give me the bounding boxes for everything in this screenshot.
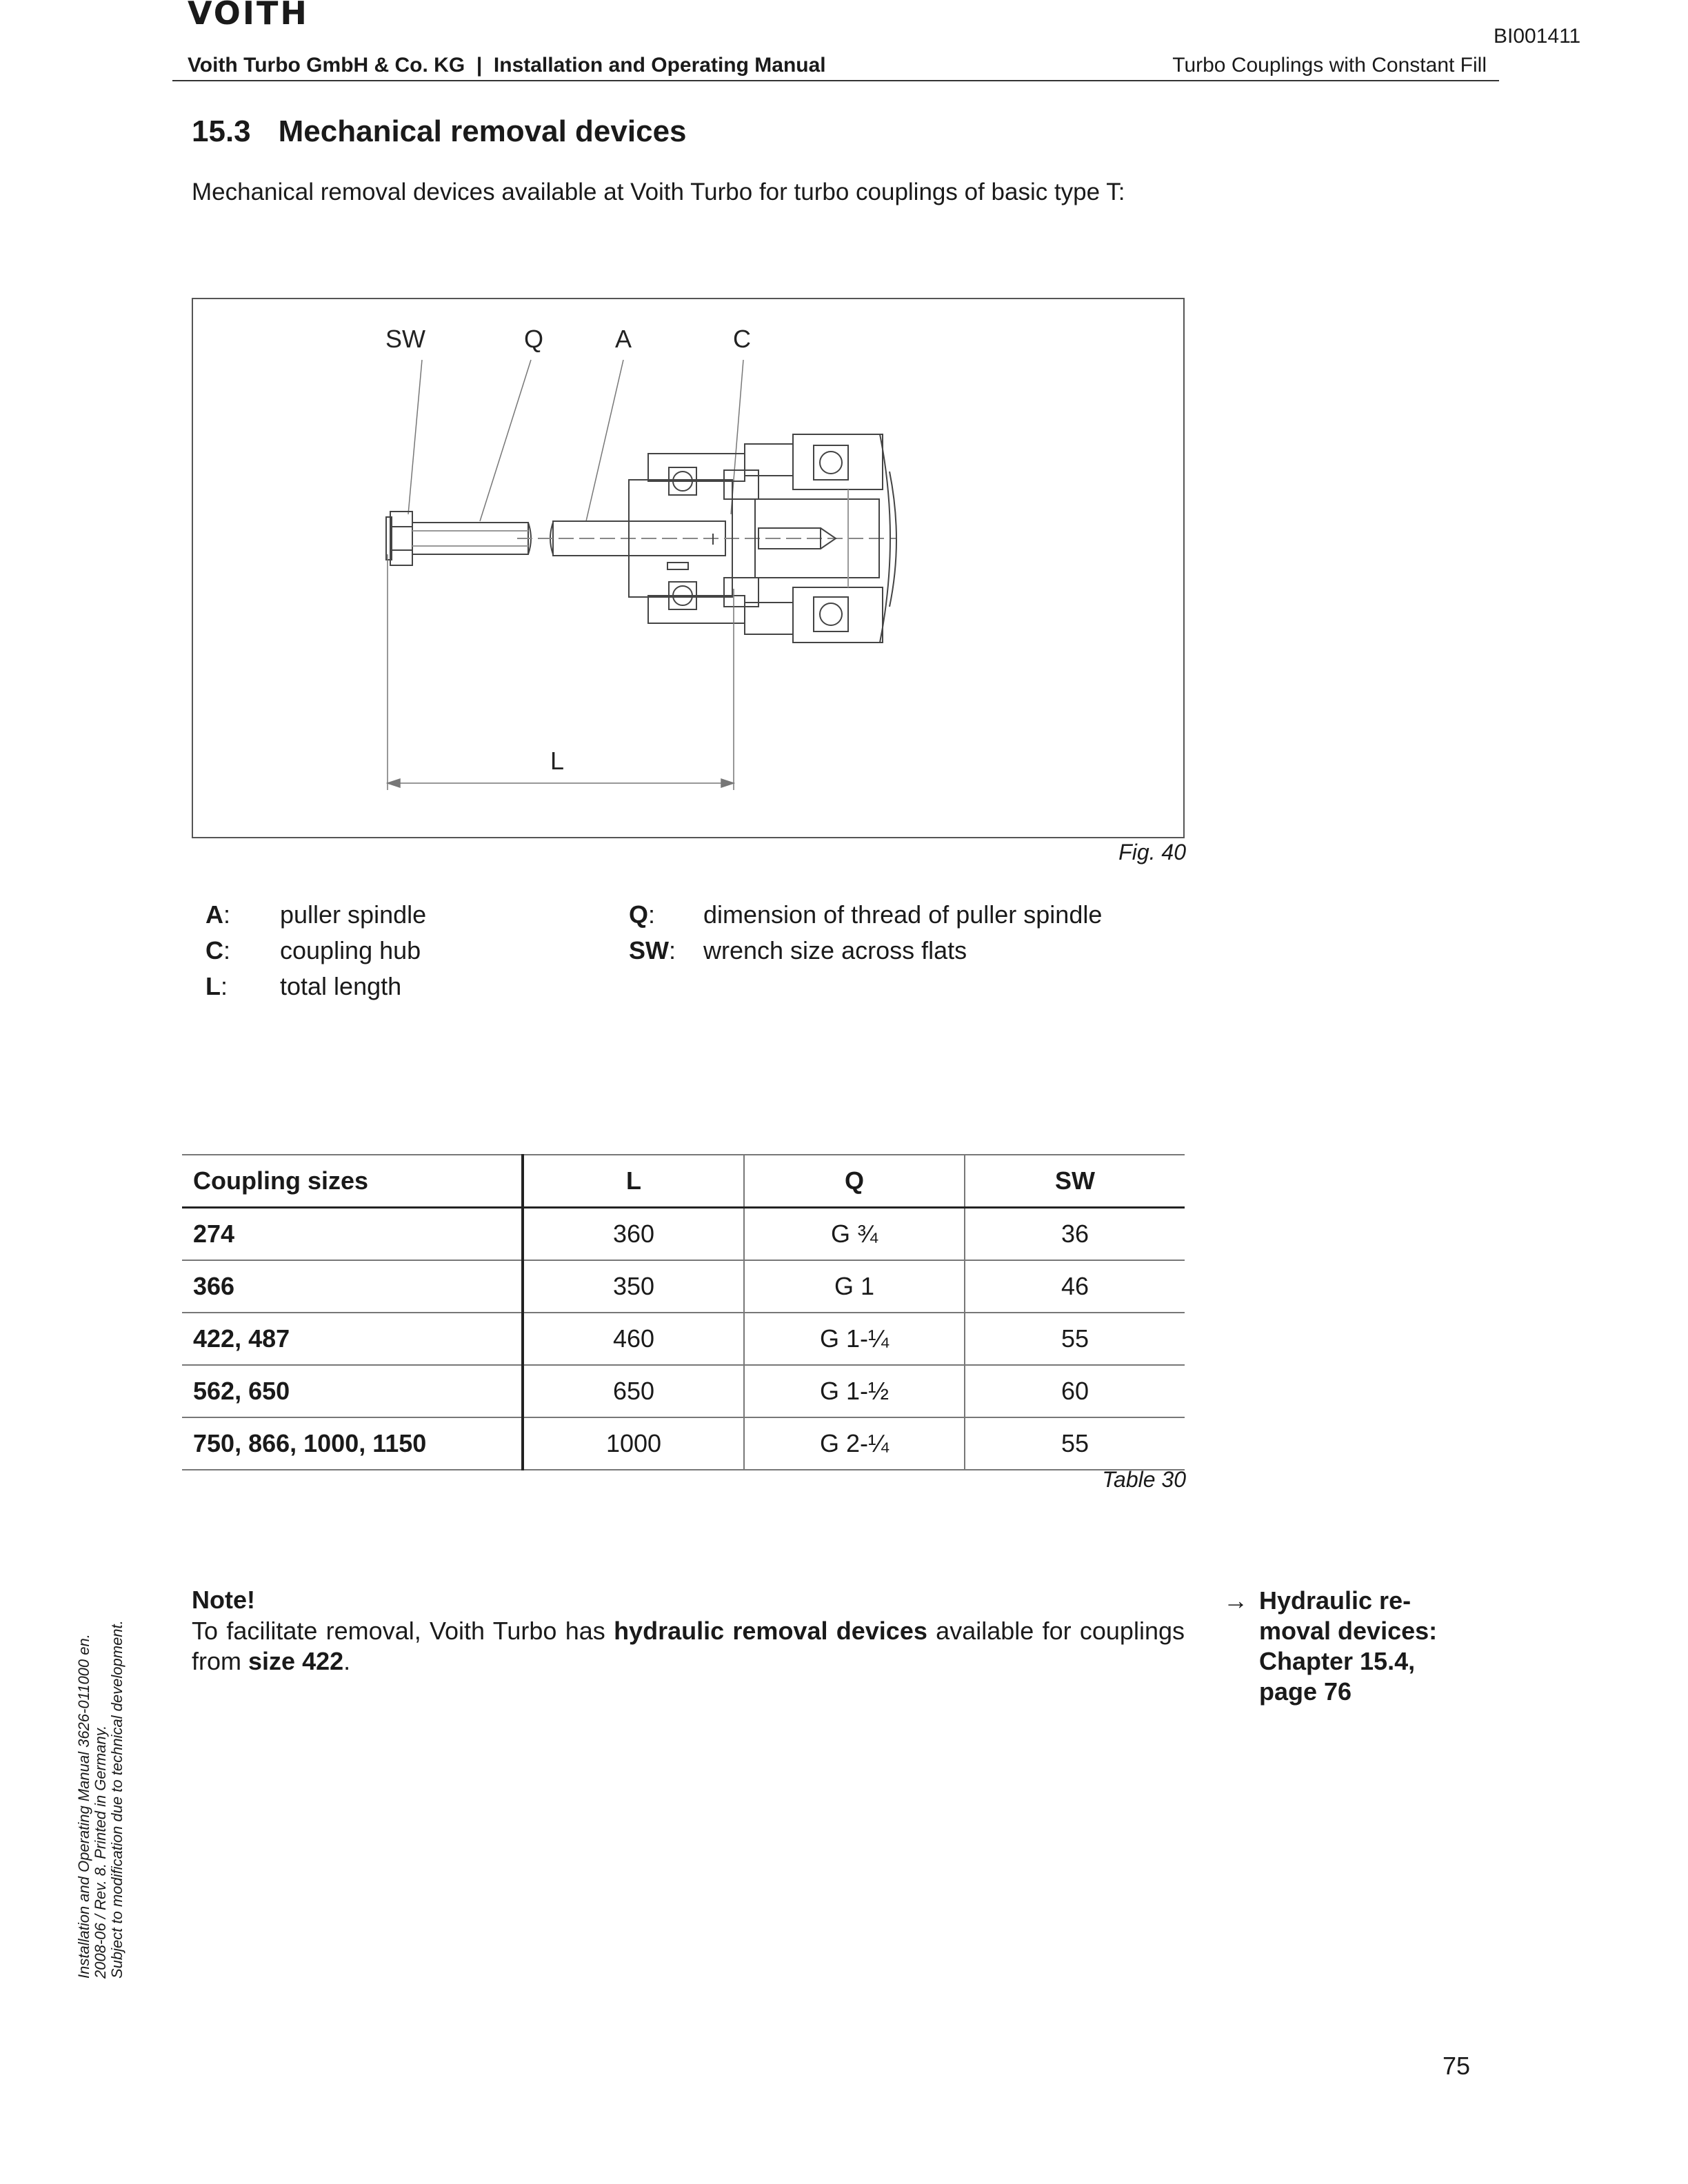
table-caption: Table 30 bbox=[1102, 1467, 1186, 1492]
cell-l: 1000 bbox=[523, 1417, 744, 1470]
legend-key: C bbox=[205, 936, 223, 964]
table-header-row bbox=[182, 1155, 1185, 1208]
legend-text: total length bbox=[280, 972, 402, 1000]
table-row bbox=[182, 1417, 1185, 1470]
hex-nut bbox=[386, 512, 412, 565]
voith-logo: VOITH bbox=[188, 0, 309, 32]
figure-caption: Fig. 40 bbox=[1118, 840, 1186, 865]
leader-lines bbox=[408, 360, 743, 521]
note-emphasis: size 422 bbox=[248, 1647, 344, 1675]
cell-sw: 36 bbox=[965, 1208, 1185, 1261]
threaded-rod bbox=[412, 523, 531, 554]
header-q: Q bbox=[744, 1155, 965, 1208]
legend-item-c: C: coupling hub bbox=[205, 936, 421, 964]
cell-size: 366 bbox=[182, 1260, 523, 1313]
cell-sw: 55 bbox=[965, 1313, 1185, 1365]
cell-l: 460 bbox=[523, 1313, 744, 1365]
section-heading: Mechanical removal devices bbox=[278, 114, 687, 148]
figure-frame bbox=[192, 298, 1185, 838]
legend-text: wrench size across flats bbox=[703, 936, 967, 964]
cell-l: 360 bbox=[523, 1208, 744, 1261]
header-sw: SW bbox=[965, 1155, 1185, 1208]
label-c: C bbox=[733, 325, 751, 353]
page-number: 75 bbox=[1443, 2052, 1471, 2080]
legend-text: dimension of thread of puller spindle bbox=[703, 900, 1103, 929]
label-q: Q bbox=[523, 325, 544, 353]
cell-sw: 46 bbox=[965, 1260, 1185, 1313]
table-row bbox=[182, 1260, 1185, 1313]
note-emphasis: hydraulic removal devices bbox=[614, 1617, 927, 1645]
cell-size: 422, 487 bbox=[182, 1313, 523, 1365]
header-left: Voith Turbo GmbH & Co. KG | Installation and Operating Manual bbox=[188, 54, 826, 77]
cell-sw: 60 bbox=[965, 1365, 1185, 1417]
legend-text: puller spindle bbox=[280, 900, 427, 929]
cell-l: 350 bbox=[523, 1260, 744, 1313]
cross-reference[interactable] bbox=[1223, 1586, 1466, 1707]
puller-spindle bbox=[517, 521, 896, 556]
label-l: L bbox=[550, 747, 565, 775]
label-a: A bbox=[614, 325, 632, 353]
legend-item-sw: SW: wrench size across flats bbox=[629, 936, 967, 964]
cell-size: 274 bbox=[182, 1208, 523, 1261]
cell-sw: 55 bbox=[965, 1417, 1185, 1470]
legend-text: coupling hub bbox=[280, 936, 421, 964]
cell-q: G 2-¼ bbox=[744, 1417, 965, 1470]
cell-size: 750, 866, 1000, 1150 bbox=[182, 1417, 523, 1470]
cell-q: G ¾ bbox=[744, 1208, 965, 1261]
header-rule bbox=[172, 80, 1499, 81]
legend-key: A bbox=[205, 900, 223, 929]
cross-reference-text[interactable]: Hydraulic re- moval devices: Chapter 15.4, page 76 bbox=[1259, 1586, 1438, 1706]
cell-size: 562, 650 bbox=[182, 1365, 523, 1417]
note-body: To facilitate removal, Voith Turbo has hydraulic removal devices available for couplings from size 422. bbox=[192, 1617, 1185, 1675]
cell-l: 650 bbox=[523, 1365, 744, 1417]
legend-key: Q bbox=[629, 900, 649, 929]
edition-sidenote: Installation and Operating Manual 3626-011000 en. 2008-06 / Rev. 8. Printed in Germany. Subject to modification due to technical development. bbox=[75, 1620, 125, 1979]
cell-q: G 1 bbox=[744, 1260, 965, 1313]
table-row bbox=[182, 1365, 1185, 1417]
legend-item-a: A: puller spindle bbox=[205, 900, 427, 929]
document-id: BI001411 bbox=[1494, 25, 1581, 48]
arrow-right-icon: → bbox=[1223, 1586, 1248, 1615]
header-coupling-sizes: Coupling sizes bbox=[182, 1155, 523, 1208]
header-right: Turbo Couplings with Constant Fill bbox=[1172, 54, 1487, 77]
legend-item-l: L: total length bbox=[205, 972, 402, 1000]
table-row bbox=[182, 1313, 1185, 1365]
removal-devices-table bbox=[182, 1154, 1185, 1470]
table-row bbox=[182, 1208, 1185, 1261]
section-number: 15.3 bbox=[192, 114, 251, 148]
cell-q: G 1-¼ bbox=[744, 1313, 965, 1365]
label-sw: SW bbox=[385, 325, 425, 353]
legend-key: L bbox=[205, 972, 221, 1000]
legend-item-q: Q: dimension of thread of puller spindle bbox=[629, 900, 1103, 929]
cell-q: G 1-½ bbox=[744, 1365, 965, 1417]
note-title: Note! bbox=[192, 1586, 255, 1614]
section-title bbox=[192, 114, 687, 149]
header-l: L bbox=[523, 1155, 744, 1208]
puller-drawing bbox=[193, 299, 1183, 837]
legend-key: SW bbox=[629, 936, 669, 964]
intro-paragraph: Mechanical removal devices available at Voith Turbo for turbo couplings of basic type T: bbox=[192, 179, 1125, 205]
